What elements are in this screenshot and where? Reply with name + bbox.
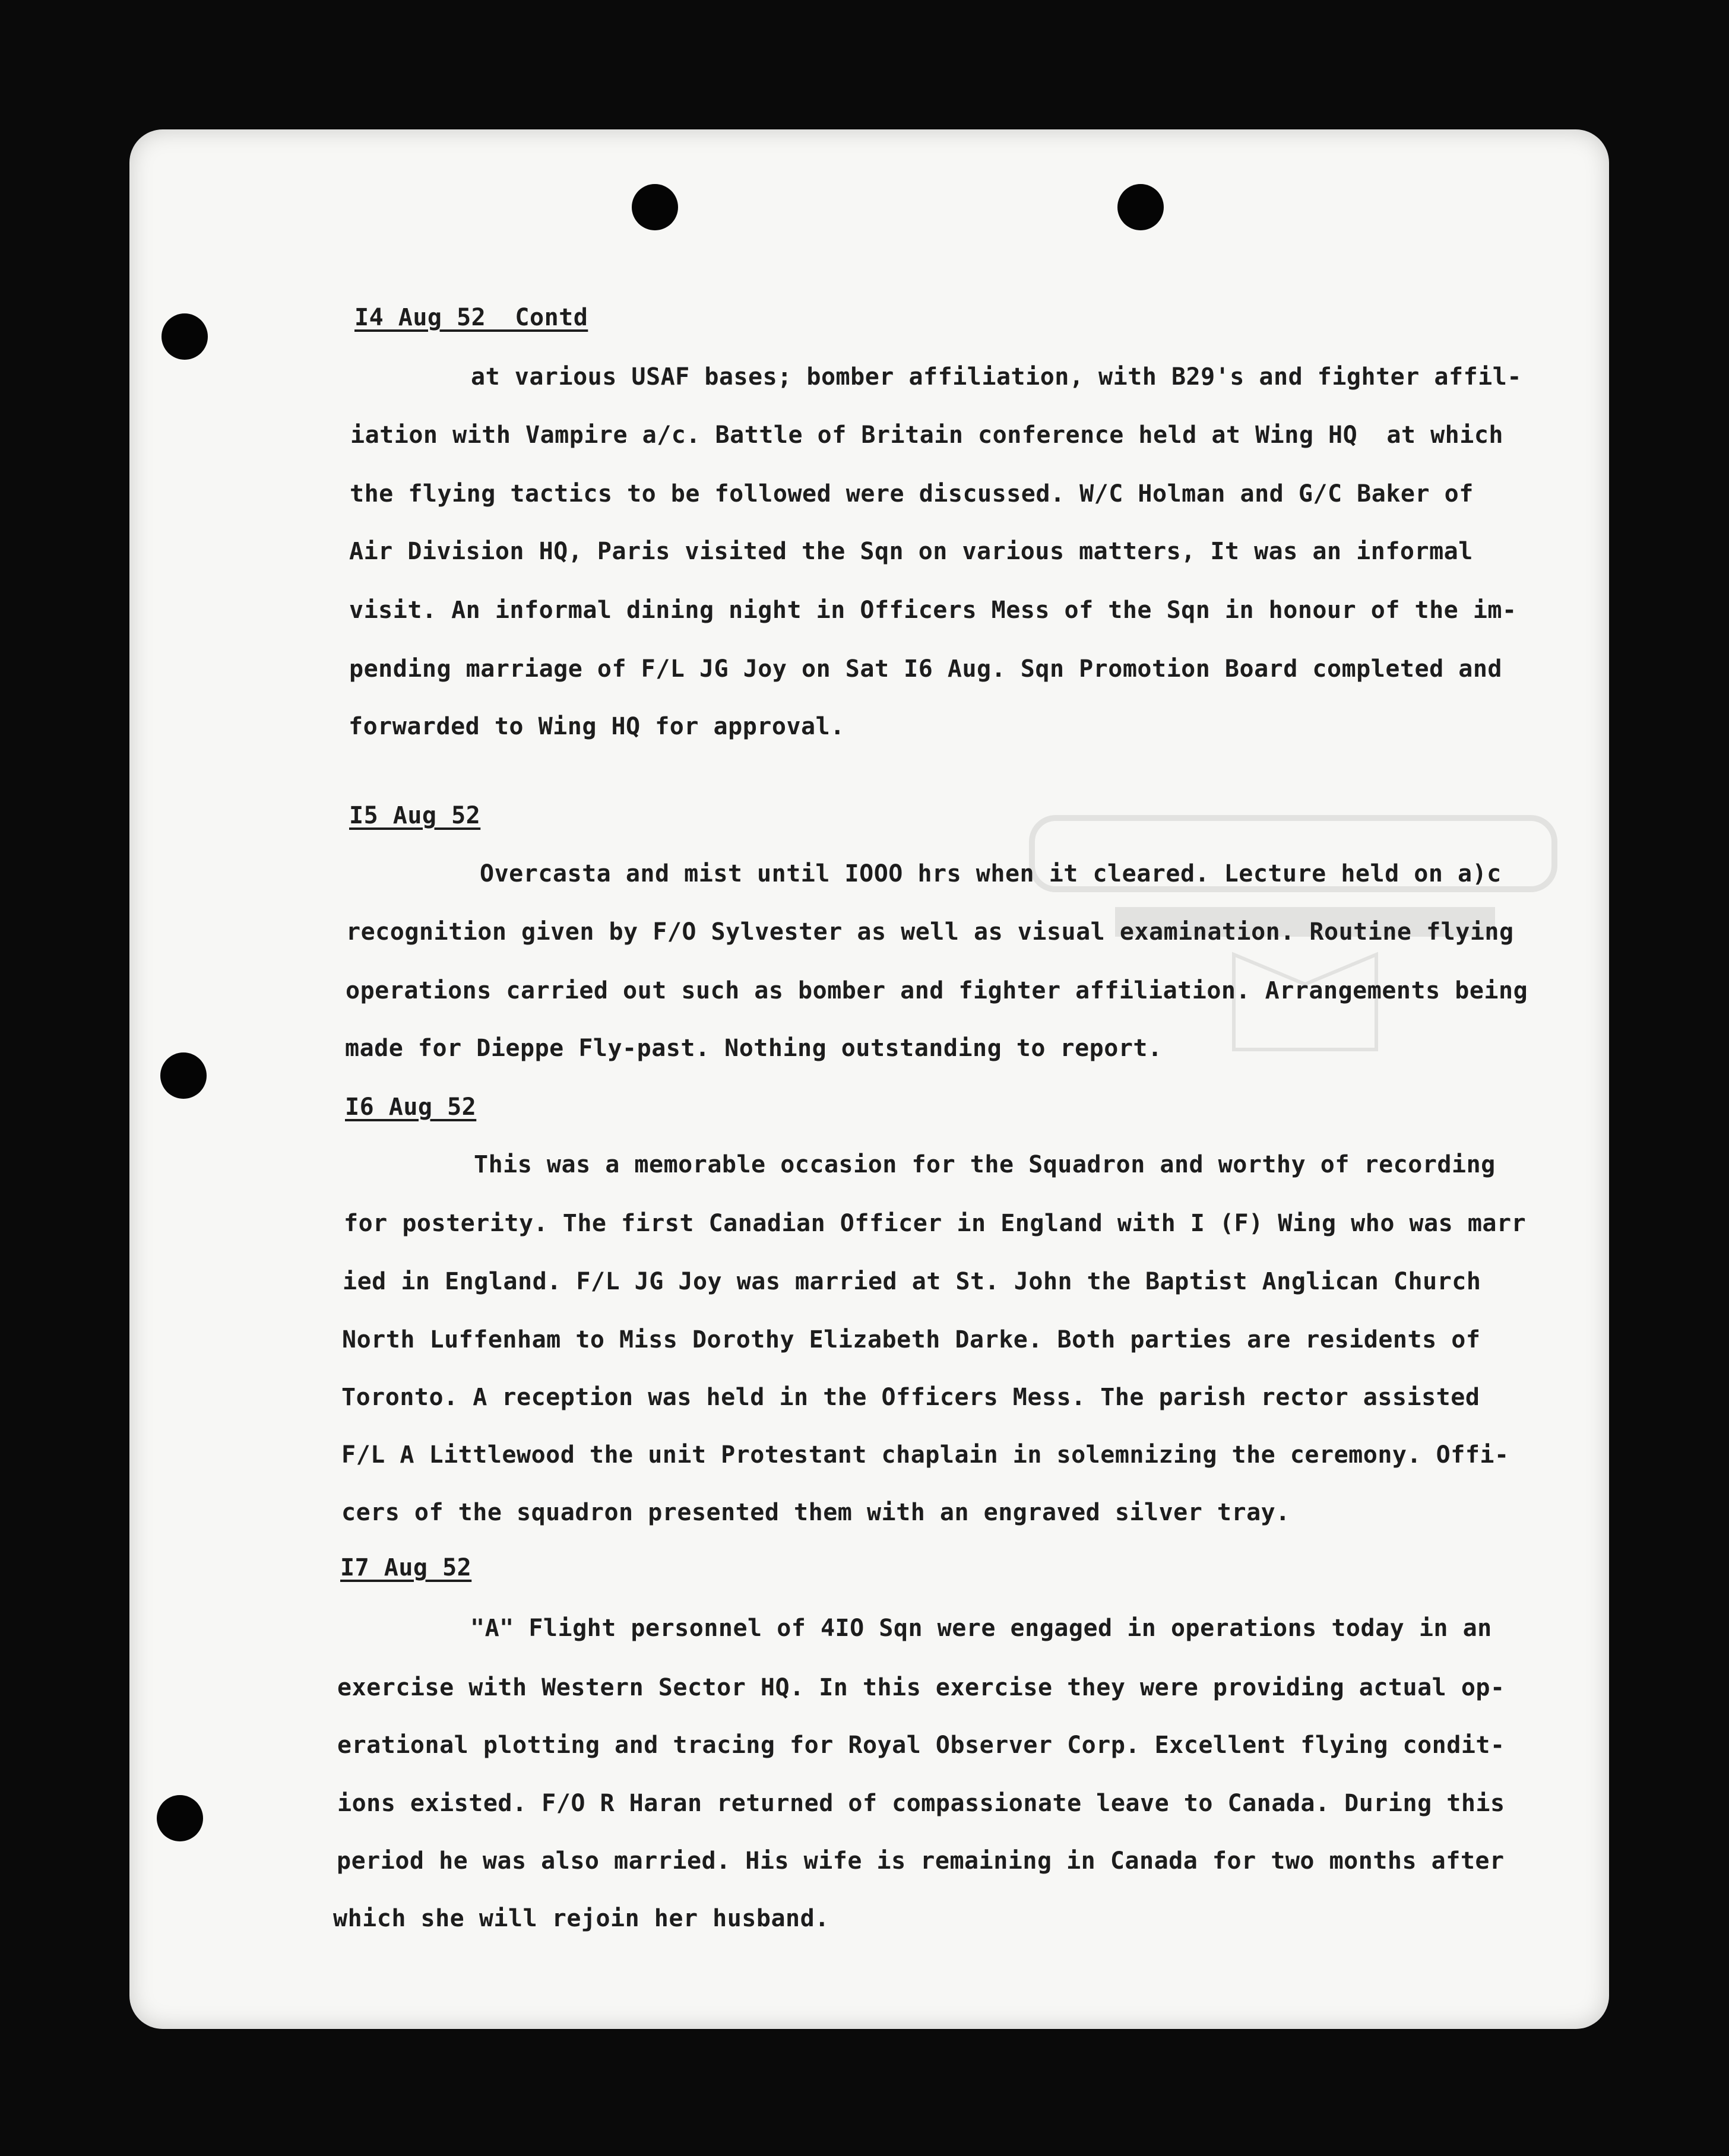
entry-text-line: erational plotting and tracing for Royal Observer Corp. Excellent flying condit- [337, 1732, 1505, 1759]
entry-text-line: for posterity. The first Canadian Officer in England with I (F) Wing who was marr [344, 1210, 1527, 1237]
entry-text-line: operations carried out such as bomber and fighter affiliation. Arrangements being [346, 977, 1528, 1004]
entry-text-line: North Luffenham to Miss Dorothy Elizabeth Darke. Both parties are residents of [342, 1326, 1481, 1353]
entry-text-line: Air Division HQ, Paris visited the Sqn on various matters, It was an informal [349, 538, 1473, 565]
entry-text-line: exercise with Western Sector HQ. In this exercise they were providing actual op- [337, 1674, 1505, 1701]
entry-text-line: at various USAF bases; bomber affiliation, with B29's and fighter affil- [471, 363, 1522, 391]
entry-text-line: iation with Vampire a/c. Battle of Britain conference held at Wing HQ at which [350, 421, 1503, 449]
entry-text-line: forwarded to Wing HQ for approval. [349, 713, 845, 740]
entry-text-line: "A" Flight personnel of 4IO Sqn were engaged in operations today in an [470, 1615, 1492, 1642]
entry-text-line: which she will rejoin her husband. [333, 1905, 829, 1932]
entry-text-line: made for Dieppe Fly-past. Nothing outstanding to report. [345, 1035, 1163, 1062]
entry-text-line: F/L A Littlewood the unit Protestant chaplain in solemnizing the ceremony. Offi- [341, 1441, 1509, 1469]
entry-text-line: recognition given by F/O Sylvester as well as visual examination. Routine flying [346, 918, 1514, 946]
entry-text-line: ions existed. F/O R Haran returned of compassionate leave to Canada. During this [337, 1790, 1505, 1817]
entry-text-line: Toronto. A reception was held in the Officers Mess. The parish rector assisted [341, 1384, 1480, 1411]
entry-date-heading: I5 Aug 52 [349, 802, 481, 829]
entry-date-heading: I4 Aug 52 Contd [354, 304, 588, 331]
document-page [129, 129, 1609, 2029]
entry-text-line: period he was also married. His wife is remaining in Canada for two months after [337, 1847, 1505, 1875]
entry-text-line: cers of the squadron presented them with an engraved silver tray. [341, 1499, 1290, 1526]
entry-text-line: the flying tactics to be followed were discussed. W/C Holman and G/C Baker of [350, 480, 1474, 508]
entry-text-line: pending marriage of F/L JG Joy on Sat I6 Aug. Sqn Promotion Board completed and [349, 655, 1502, 683]
entry-text-line: Overcasta and mist until IOOO hrs when it cleared. Lecture held on a)c [480, 860, 1502, 887]
entry-text-line: ied in England. F/L JG Joy was married at St. John the Baptist Anglican Church [343, 1268, 1481, 1295]
entry-text-line: visit. An informal dining night in Officers Mess of the Sqn in honour of the im- [349, 597, 1517, 624]
entry-text-line: This was a memorable occasion for the Squadron and worthy of recording [474, 1151, 1496, 1178]
entry-date-heading: I6 Aug 52 [345, 1093, 477, 1121]
entry-date-heading: I7 Aug 52 [340, 1554, 472, 1581]
document-text [129, 129, 1609, 2029]
